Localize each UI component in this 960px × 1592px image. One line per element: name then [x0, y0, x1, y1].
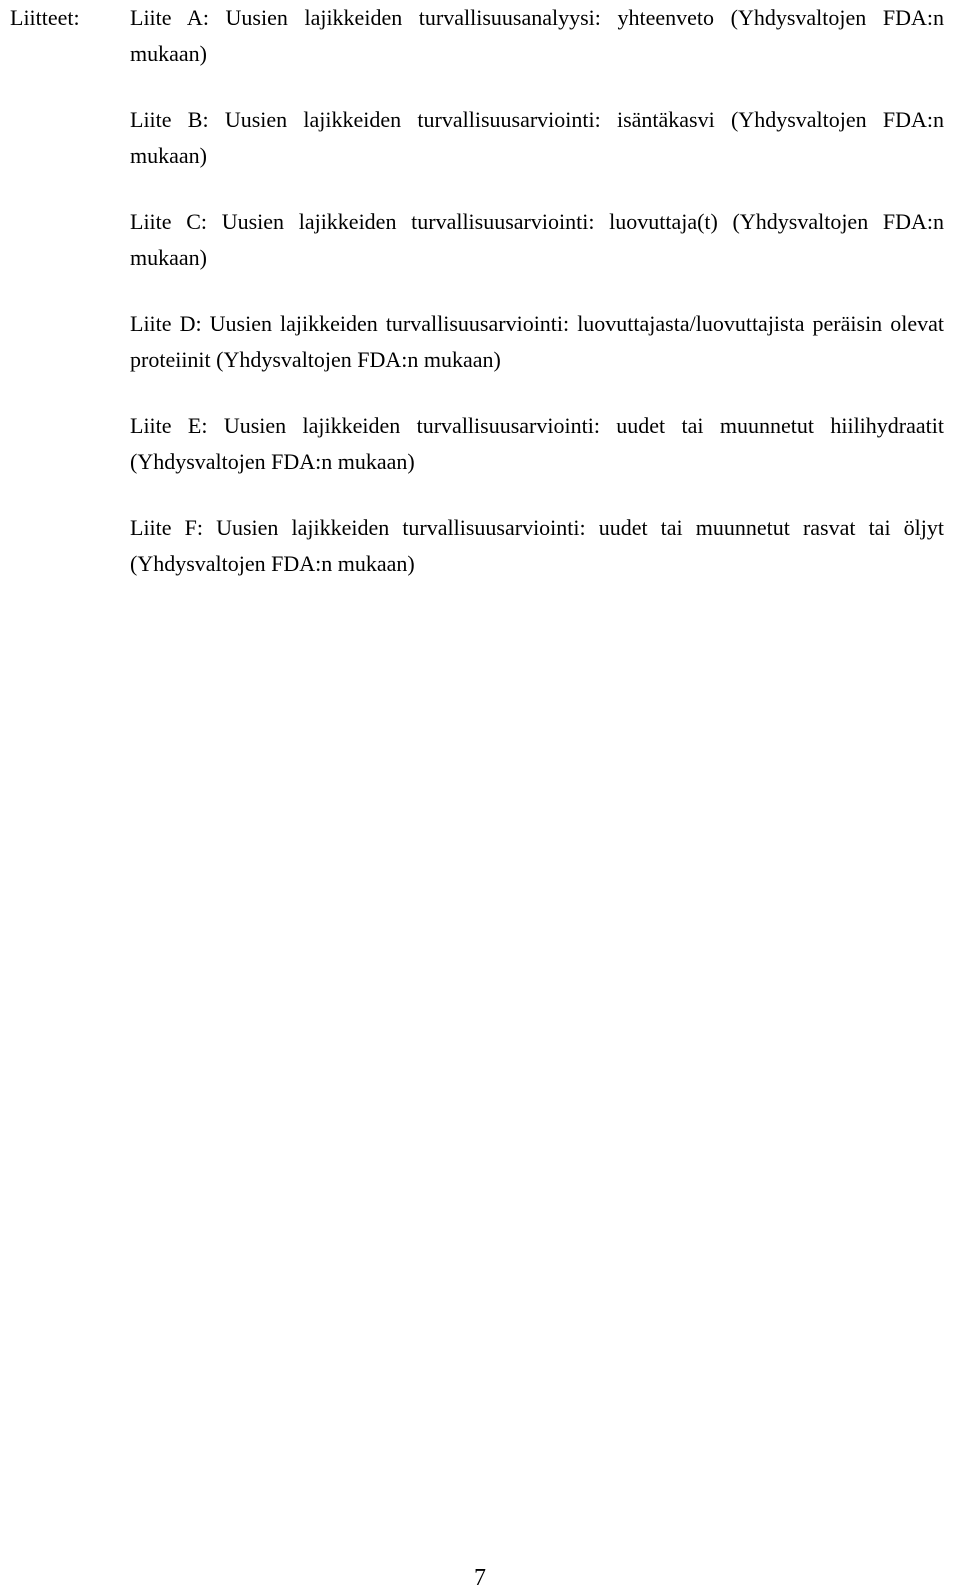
attachment-item-b: Liite B: Uusien lajikkeiden turvallisuusarviointi: isäntäkasvi (Yhdysvaltojen FDA:n mukaan): [130, 107, 944, 168]
attachment-item-c: Liite C: Uusien lajikkeiden turvallisuusarviointi: luovuttaja(t) (Yhdysvaltojen FDA:n mukaan): [130, 209, 944, 270]
attachment-item-e: Liite E: Uusien lajikkeiden turvallisuusarviointi: uudet tai muunnetut hiilihydraatit (Yhdysvaltojen FDA:n mukaan): [130, 413, 944, 474]
page-number: 7: [474, 1565, 486, 1591]
attachments-label: Liitteet:: [10, 5, 80, 30]
attachment-item-a: Liite A: Uusien lajikkeiden turvallisuusanalyysi: yhteenveto (Yhdysvaltojen FDA:n mukaan): [130, 5, 944, 66]
attachment-item-f: Liite F: Uusien lajikkeiden turvallisuusarviointi: uudet tai muunnetut rasvat tai öljyt (Yhdysvaltojen FDA:n mukaan): [130, 515, 944, 576]
attachment-item-d: Liite D: Uusien lajikkeiden turvallisuusarviointi: luovuttajasta/luovuttajista peräisin olevat proteiinit (Yhdysvaltojen FDA:n mukaan): [130, 311, 944, 372]
attachment-list: [130, 0, 944, 582]
